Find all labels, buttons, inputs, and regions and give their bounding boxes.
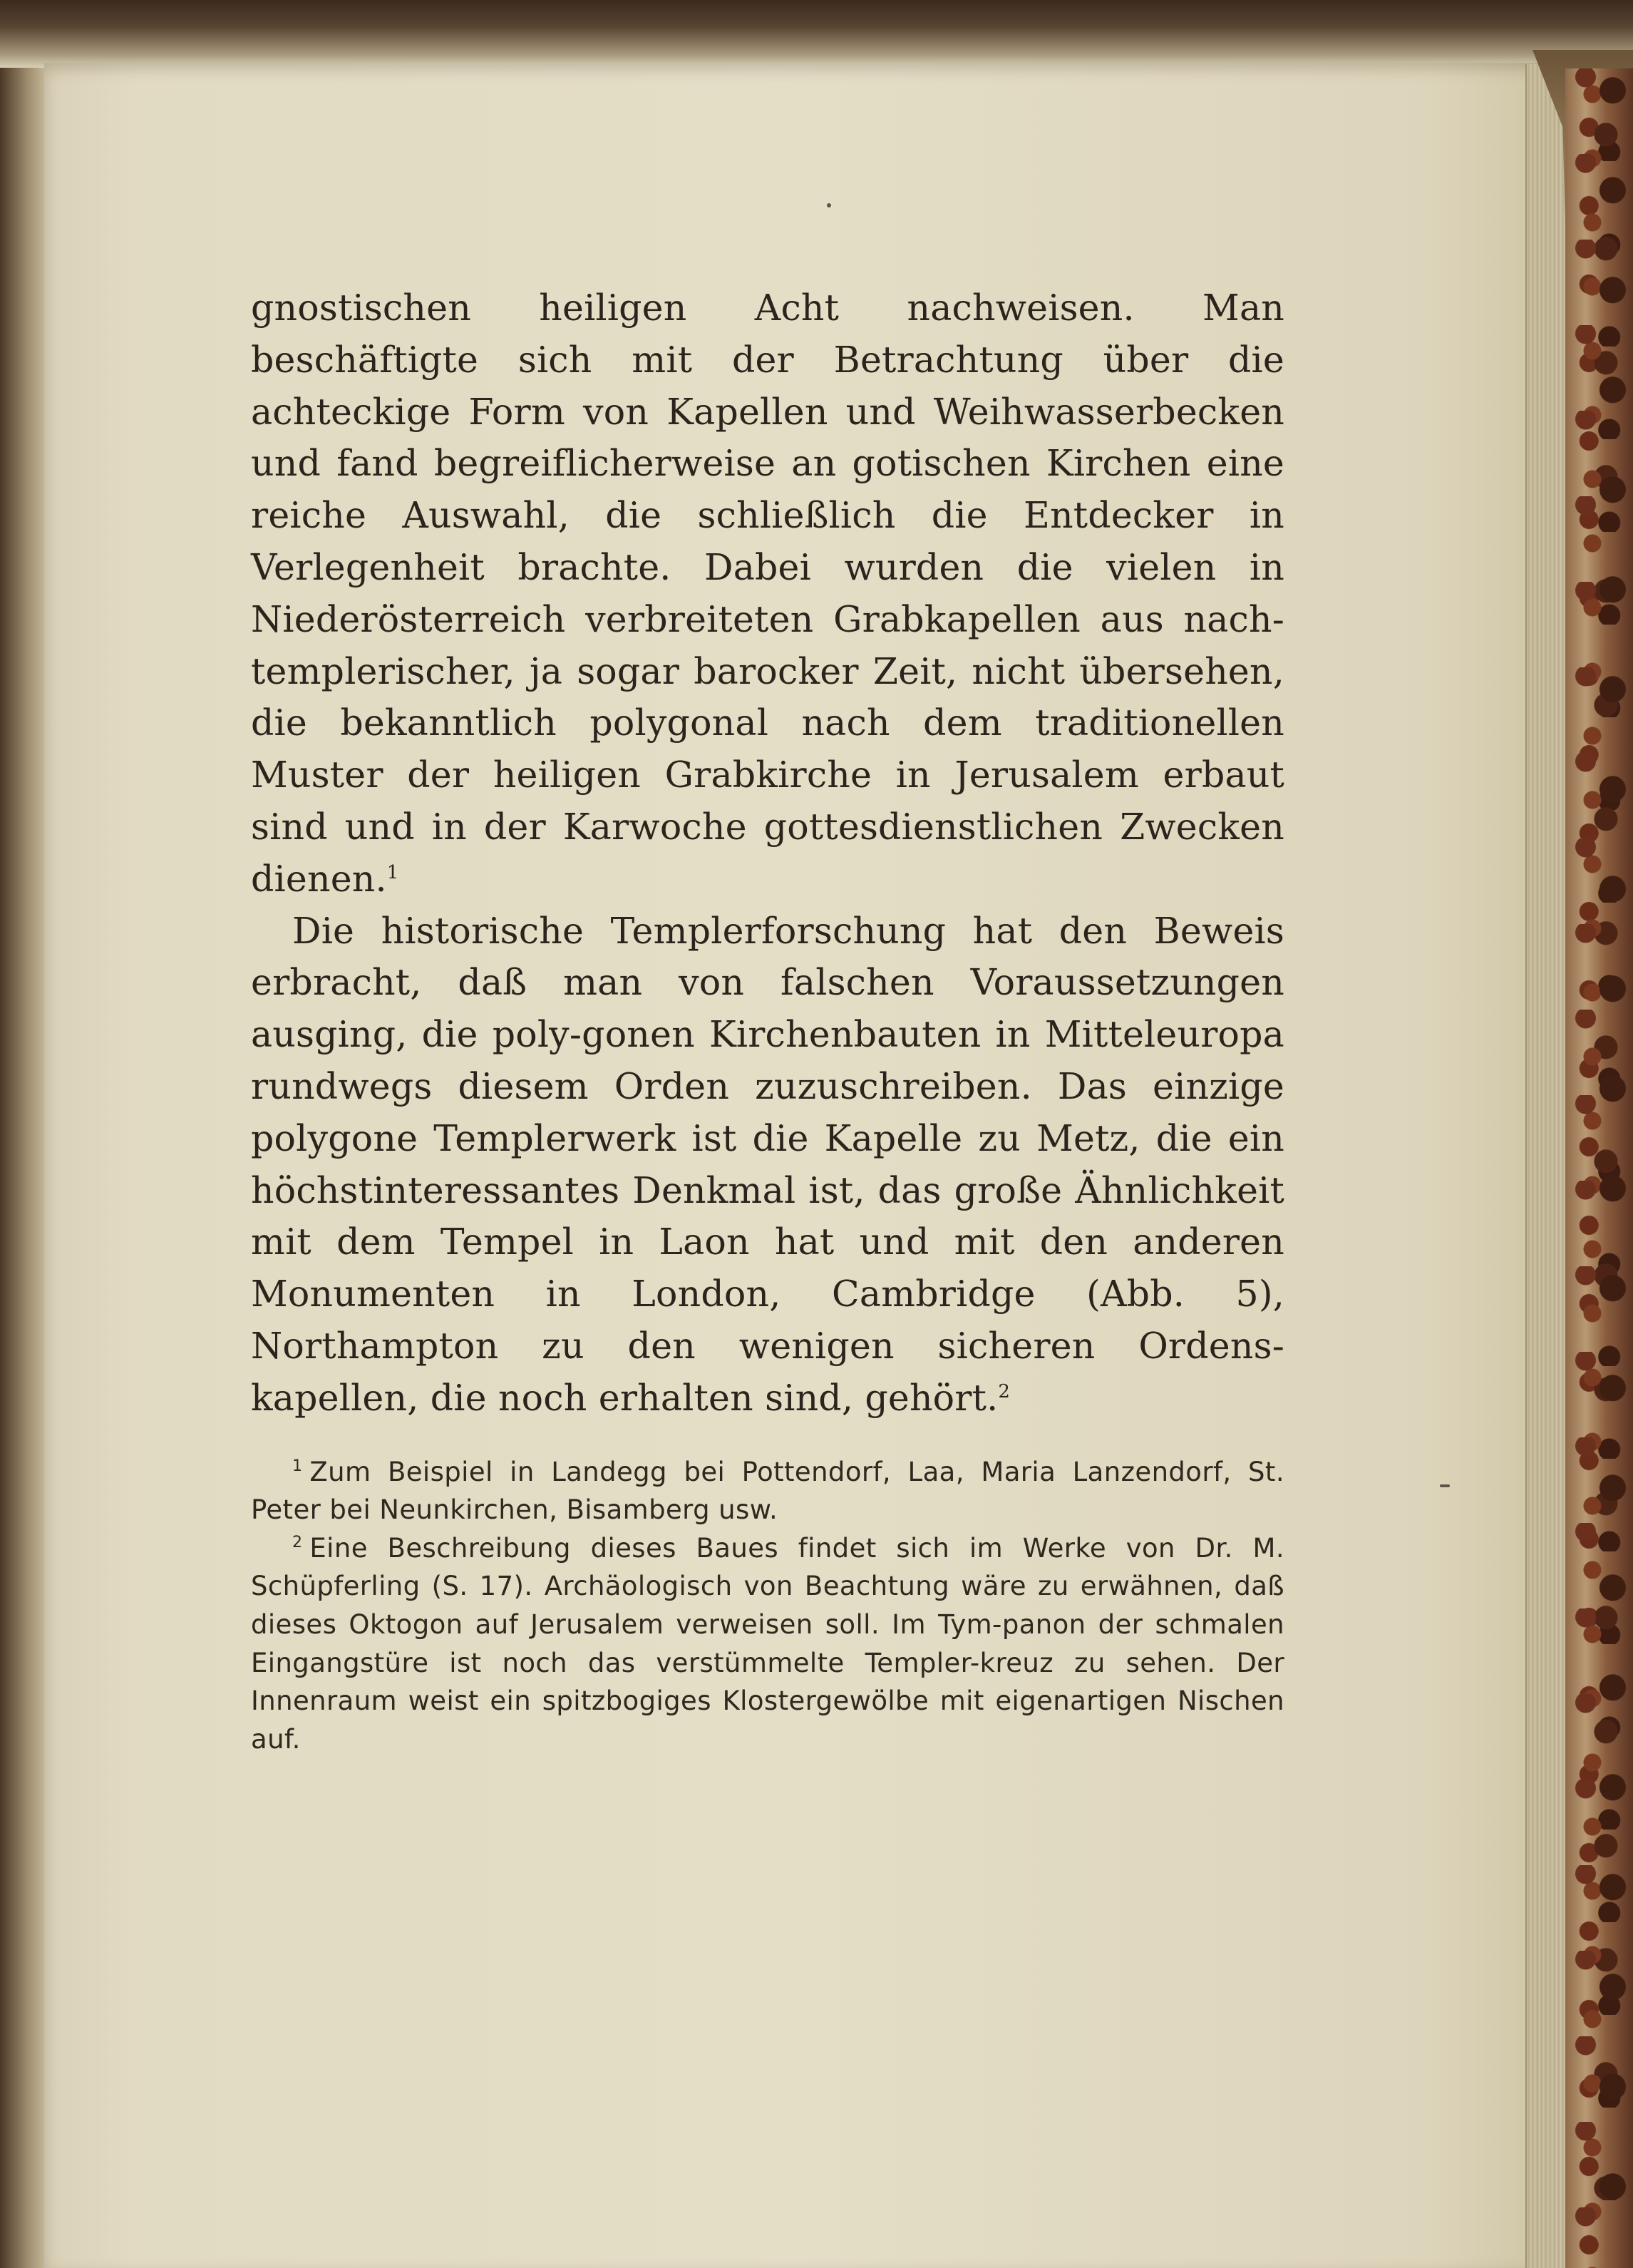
footnote-2-text: Eine Beschreibung dieses Baues findet sich im Werke von Dr. M. Schüpferling (S. 17). Archäologisch von Beachtung wäre zu erwähnen, daß dieses Oktogon auf Jerusalem verweisen soll. Im Tym-panon der schmalen Eingangstüre ist noch das verstümmelte Templer-kreuz zu sehen. Der Innenraum weist ein spitzbogiges Klostergewölbe mit eigenartigen Nischen auf. xyxy=(251,1532,1284,1755)
page-top-shadow xyxy=(0,0,1633,68)
page-stack-edge xyxy=(1525,64,1570,2268)
footnote-ref-2: 2 xyxy=(998,1380,1011,1402)
paragraph-1 xyxy=(251,282,1284,905)
footnote-2-mark: 2 xyxy=(292,1534,303,1552)
footnote-1-mark: 1 xyxy=(292,1457,303,1476)
paragraph-2 xyxy=(251,905,1284,1425)
paragraph-1-text: gnostischen heiligen Acht nachweisen. Man beschäftigte sich mit der Betrachtung über die achteckige Form von Kapellen und Weihwasserbecken und fand begreiflicherweise an gotischen Kirchen eine reiche Auswahl, die schließlich die Entdecker in Verlegenheit brachte. Dabei wurden die vielen in Niederösterreich verbreiteten Grabkapellen aus nach-templerischer, ja sogar barocker Zeit, nicht übersehen, die bekanntlich polygonal nach dem traditionellen Muster der heiligen Grabkirche in Jerusalem erbaut sind und in der Karwoche gottesdienstlichen Zwecken dienen. xyxy=(251,287,1284,900)
paper-speck xyxy=(827,203,831,207)
paragraph-2-text: Die historische Templerforschung hat den Beweis erbracht, daß man von falschen Voraussetzungen ausging, die poly-gonen Kirchenbauten in Mitteleuropa rundwegs diesem Orden zuzuschreiben. Das einzige polygone Templerwerk ist die Kapelle zu Metz, die ein höchstinteressantes Denkmal ist, das große Ähnlichkeit mit dem Tempel in Laon hat und mit den anderen Monumenten in London, Cambridge (Abb. 5), Northampton zu den wenigen sicheren Ordens-kapellen, die noch erhalten sind, gehört. xyxy=(251,909,1284,1419)
footnote-2 xyxy=(251,1529,1284,1759)
footnote-ref-1: 1 xyxy=(386,861,399,883)
facing-page-edge xyxy=(0,0,50,2268)
footnote-1 xyxy=(251,1453,1284,1529)
marbled-cover xyxy=(1565,68,1633,2268)
body-text xyxy=(251,282,1284,1758)
footnotes xyxy=(251,1453,1284,1759)
paper-mark xyxy=(1440,1484,1450,1487)
footnote-1-text: Zum Beispiel in Landegg bei Pottendorf, Laa, Maria Lanzendorf, St. Peter bei Neunkirchen, Bisamberg usw. xyxy=(251,1456,1284,1526)
